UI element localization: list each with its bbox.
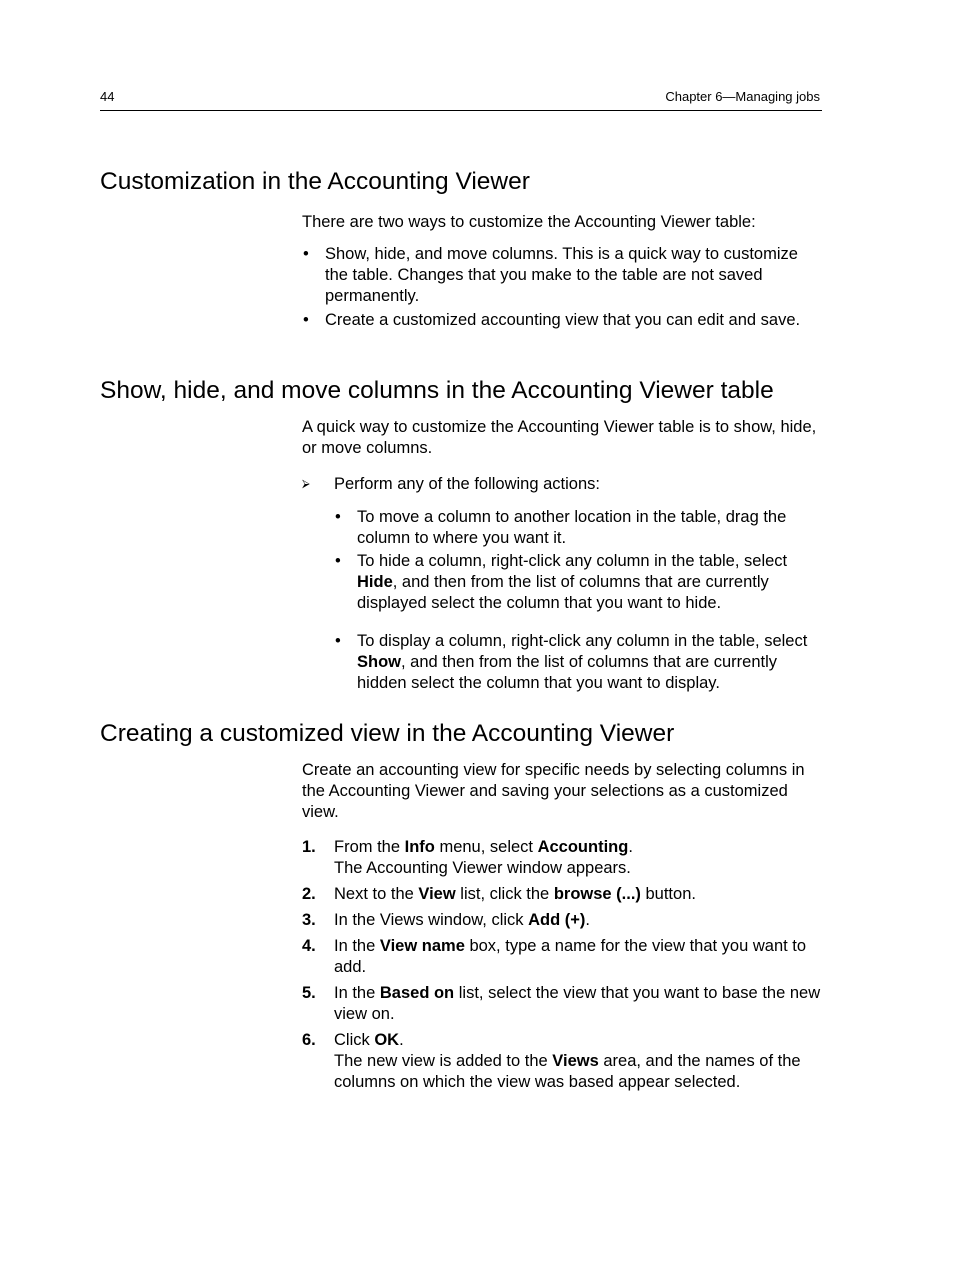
list-item: • To move a column to another location in the table, drag the column to where you want it. bbox=[335, 508, 787, 547]
section1-bullet-list bbox=[302, 244, 802, 331]
procedure-steps bbox=[302, 837, 827, 1098]
section3-intro: Create an accounting view for specific needs by selecting columns in the Accounting Viewer and saving your selections as a customized view. bbox=[302, 761, 805, 821]
step-item: 4. In the View name box, type a name for the view that you want to add. bbox=[302, 937, 807, 976]
section-heading-creating-view: Creating a customized view in the Accounting Viewer bbox=[100, 720, 675, 747]
section-heading-show-hide-move: Show, hide, and move columns in the Accounting Viewer table bbox=[100, 377, 774, 404]
page-header bbox=[100, 88, 822, 111]
list-item: • Show, hide, and move columns. This is a quick way to customize the table. Changes that you make to the table are not saved permanently. bbox=[303, 245, 798, 305]
chapter-title: Chapter 6—Managing jobs bbox=[665, 89, 820, 104]
step-item: 1. From the Info menu, select Accounting. The Accounting Viewer window appears. bbox=[302, 838, 633, 877]
step-item: 5. In the Based on list, select the view that you want to base the new view on. bbox=[302, 984, 821, 1023]
step-item: 2. Next to the View list, click the browse (...) button. bbox=[302, 885, 696, 903]
section2-bullet-list bbox=[334, 507, 826, 694]
bullet-marker: • bbox=[335, 632, 341, 650]
bullet-marker: • bbox=[303, 245, 309, 263]
page-number: 44 bbox=[100, 89, 115, 104]
step-result: The Accounting Viewer window appears. bbox=[334, 859, 631, 877]
bullet-marker: • bbox=[335, 508, 341, 526]
step-item: 6. Click OK. The new view is added to the Views area, and the names of the columns on which the view was based appear selected. bbox=[302, 1031, 801, 1091]
list-item: • Create a customized accounting view that you can edit and save. bbox=[303, 311, 801, 329]
section-heading-customization: Customization in the Accounting Viewer bbox=[100, 168, 530, 195]
step-result: The new view is added to the Views area, and the names of the columns on which the view was based appear selected. bbox=[334, 1052, 801, 1091]
action-step: ⮚ Perform any of the following actions: bbox=[302, 475, 600, 493]
list-item: • To hide a column, right-click any column in the table, select Hide, and then from the list of columns that are currently displayed select the column that you want to hide. bbox=[335, 552, 788, 612]
arrow-right-icon: ⮚ bbox=[302, 478, 310, 490]
list-item: • To display a column, right-click any column in the table, select Show, and then from the list of columns that are currently hidden select the column that you want to display. bbox=[335, 632, 808, 692]
bullet-marker: • bbox=[335, 552, 341, 570]
section1-intro: There are two ways to customize the Accounting Viewer table: bbox=[302, 213, 756, 231]
section2-intro: A quick way to customize the Accounting Viewer table is to show, hide, or move columns. bbox=[302, 418, 817, 457]
bullet-marker: • bbox=[303, 311, 309, 329]
step-item: 3. In the Views window, click Add (+). bbox=[302, 911, 591, 929]
